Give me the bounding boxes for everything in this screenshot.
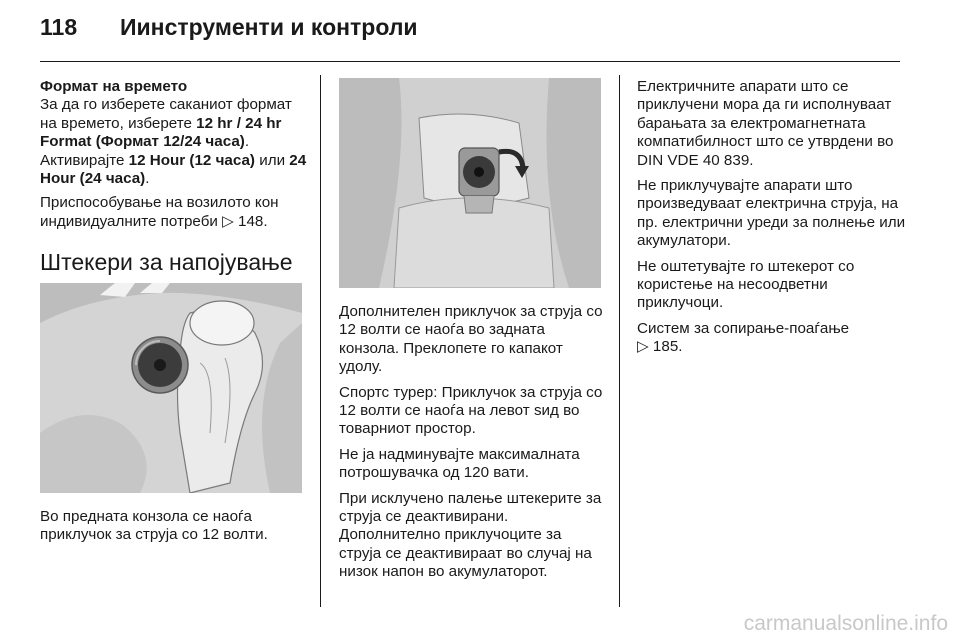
activate-option-24h: 24 Hour (24 часа)	[40, 151, 307, 188]
ignition-off-text: При исклучено палење штекерите за струја се деактивирани. Дополнително приклучоците за струја се деактивираат во случај на низок напон во акумулаторот.	[339, 489, 602, 581]
stop-start-ref: 185.	[652, 338, 683, 356]
column-divider-2	[619, 75, 620, 607]
personalization-text: Приспособување на возилото кон индивидуалните потреби	[40, 194, 279, 230]
page-number: 118	[40, 14, 78, 40]
sports-tourer-text: Спортс турер: Приклучок за струја со 12 волти се наоѓа на левот ѕид во товарниот простор.	[339, 383, 603, 438]
personalization-ref: 148.	[238, 212, 268, 230]
time-format-option: 12 hr / 24 hr Format (Формат 12/24 часа)	[40, 114, 282, 151]
activate-text: Активирајте	[40, 151, 129, 169]
chapter-title: Иинструменти и контроли	[120, 14, 418, 40]
front-console-outlet-illustration	[40, 283, 302, 493]
activate-option-12h: 12 Hour (12 часа)	[128, 151, 255, 169]
caption-text: Во предната конзола се наоѓа приклучок за струја со 12 волти.	[40, 508, 268, 544]
time-format-intro: За да го изберете саканиот формат на времето, изберете	[40, 96, 292, 132]
right-column-text	[637, 78, 907, 364]
max-consumption-text: Не ја надминувајте максималната потрошувачка од 120 вати.	[339, 445, 580, 482]
watermark-logo: carmanualsonline.info	[743, 612, 948, 635]
left-column-text: Формат на времето За да го изберете саканиот формат на времето, изберете 12 hr / 24 hr Format (Формат 12/24 часа). Активирајте 12 Hour (12 часа) или 24 Hour (24 часа). Приспособување на возилото кон индивидуалните потреби ▷ 148.	[40, 78, 307, 230]
middle-column-text	[339, 303, 605, 589]
page-ref-icon: ▷	[222, 212, 234, 230]
column-divider-1	[320, 75, 321, 607]
left-figure-caption	[40, 508, 312, 552]
no-generating-devices-text: Не приклучувајте апарати што произведуваат електрична струја, на пр. електрични уреди за полнење или акумулатори.	[637, 177, 906, 250]
page-header	[40, 14, 900, 50]
section-title: Штекери за напојување	[40, 249, 293, 275]
header-divider	[40, 61, 900, 62]
rear-outlet-text: Дополнителен приклучок за струја со 12 волти се наоѓа во задната конзола. Преклопете го капакот удолу.	[339, 303, 603, 376]
emc-text: Електричните апарати што се приклучени мора да ги исполнуваат барањата за електромагнетната компатибилност што се утврдени во DIN VDE 40 839.	[637, 78, 894, 169]
stop-start-text: Систем за сопирање-поаѓање	[637, 319, 850, 337]
rear-console-outlet-illustration	[339, 78, 601, 288]
page-ref-icon: ▷	[637, 338, 649, 356]
time-format-heading: Формат на времето	[40, 78, 188, 95]
no-damage-text: Не оштетувајте го штекерот со користење на несоодветни приклучоци.	[637, 257, 855, 312]
